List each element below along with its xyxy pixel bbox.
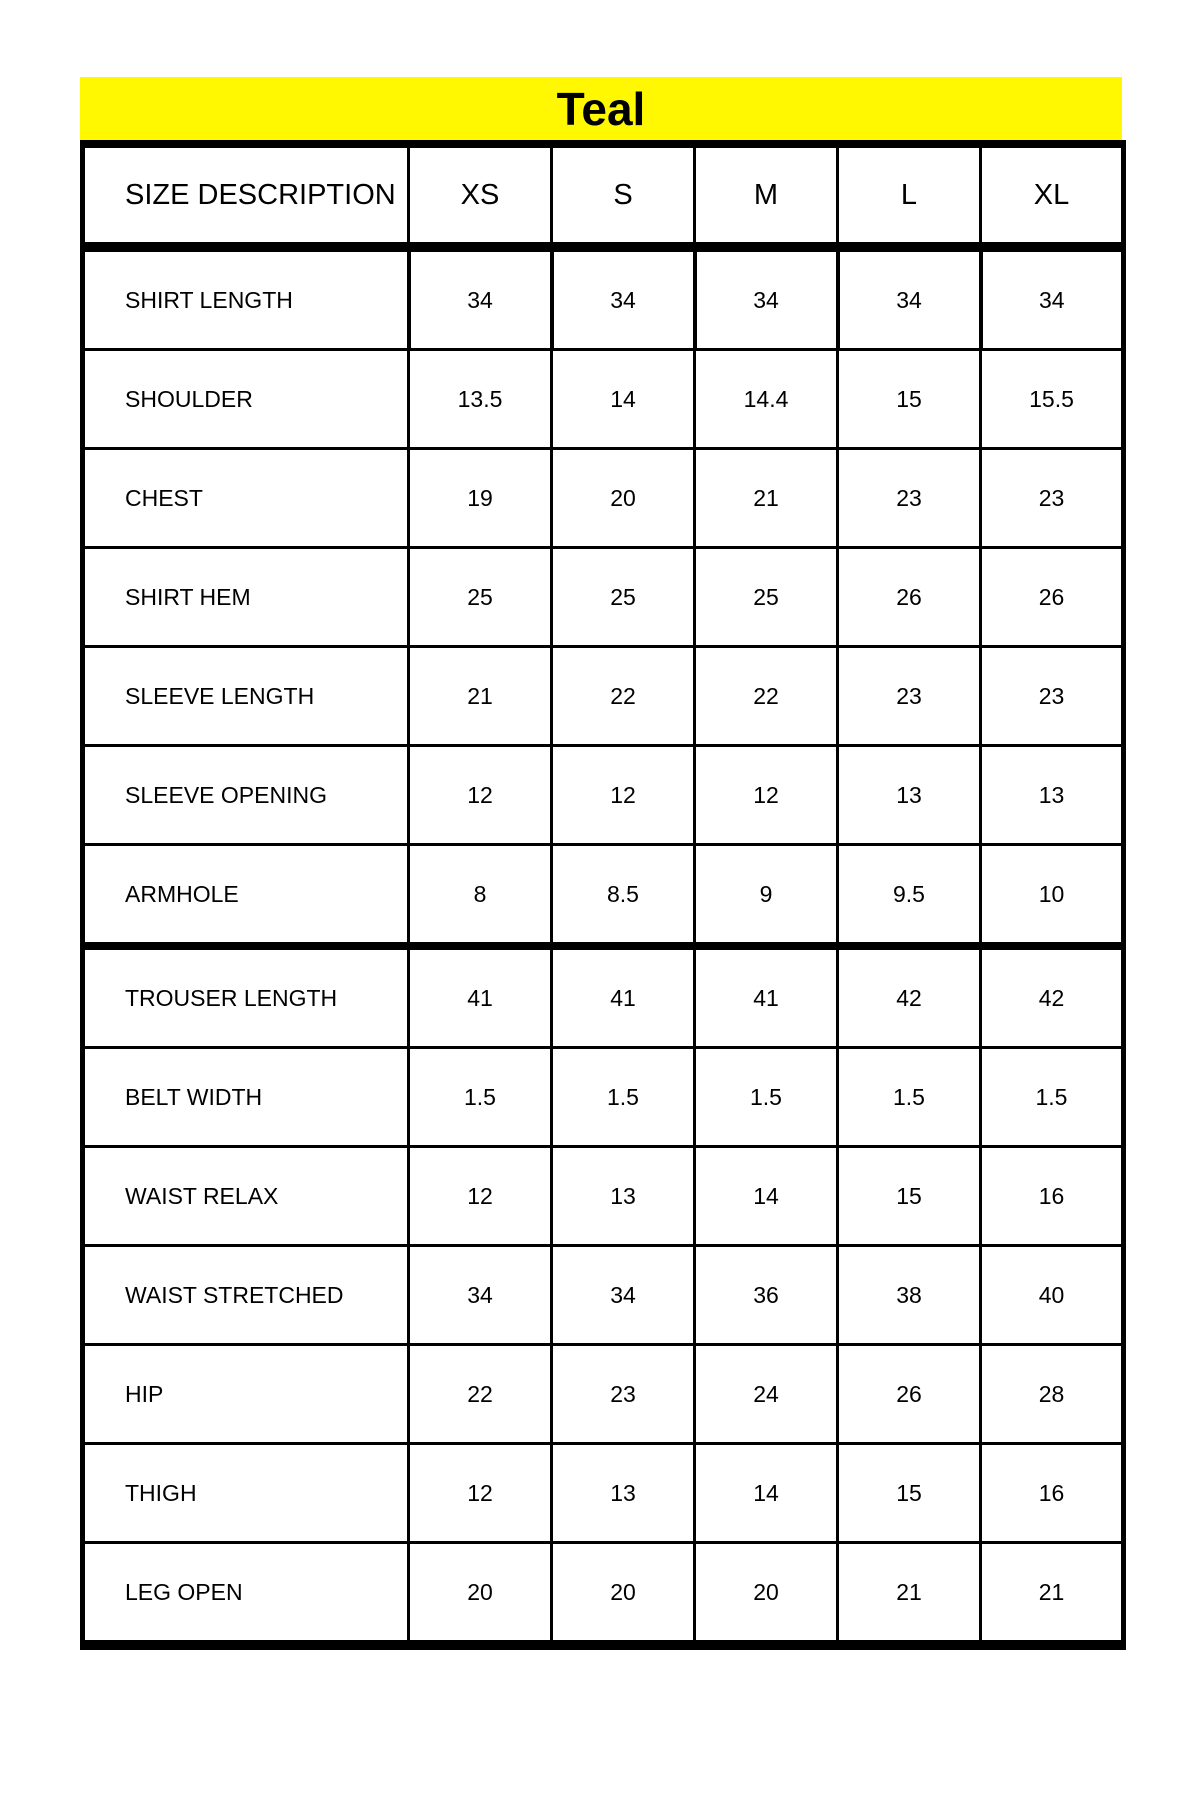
cell-xl: 10 [981,845,1124,947]
cell-xl: 23 [981,647,1124,746]
row-label: SLEEVE LENGTH [83,647,409,746]
table-row [83,845,1124,947]
cell-l: 15 [838,1147,981,1246]
row-label: THIGH [83,1444,409,1543]
column-header-s: S [552,144,695,247]
cell-m: 36 [695,1246,838,1345]
size-chart [80,77,1122,1650]
row-label: TROUSER LENGTH [83,946,409,1048]
cell-l: 13 [838,746,981,845]
cell-l: 42 [838,946,981,1048]
cell-xl: 28 [981,1345,1124,1444]
cell-xl: 40 [981,1246,1124,1345]
cell-xs: 22 [409,1345,552,1444]
cell-m: 25 [695,548,838,647]
cell-s: 12 [552,746,695,845]
cell-l: 1.5 [838,1048,981,1147]
cell-m: 1.5 [695,1048,838,1147]
cell-xl: 1.5 [981,1048,1124,1147]
cell-l: 15 [838,350,981,449]
row-label: WAIST STRETCHED [83,1246,409,1345]
column-header-size-description: SIZE DESCRIPTION [83,144,409,247]
cell-m: 22 [695,647,838,746]
cell-xl: 23 [981,449,1124,548]
cell-s: 20 [552,449,695,548]
table-row [83,1543,1124,1646]
cell-m: 14 [695,1444,838,1543]
cell-xl: 16 [981,1147,1124,1246]
cell-s: 25 [552,548,695,647]
cell-l: 23 [838,647,981,746]
cell-xl: 42 [981,946,1124,1048]
table-body [83,247,1124,1645]
cell-l: 26 [838,548,981,647]
header-row [83,144,1124,247]
row-label: SHIRT LENGTH [83,247,409,350]
cell-m: 41 [695,946,838,1048]
cell-s: 1.5 [552,1048,695,1147]
cell-m: 9 [695,845,838,947]
cell-m: 12 [695,746,838,845]
table-row [83,946,1124,1048]
cell-xl: 26 [981,548,1124,647]
table-row [83,647,1124,746]
row-label: BELT WIDTH [83,1048,409,1147]
cell-l: 26 [838,1345,981,1444]
cell-xs: 12 [409,746,552,845]
cell-xs: 41 [409,946,552,1048]
cell-s: 13 [552,1444,695,1543]
cell-xs: 20 [409,1543,552,1646]
cell-m: 20 [695,1543,838,1646]
column-header-xl: XL [981,144,1124,247]
cell-l: 34 [838,247,981,350]
table-row [83,1147,1124,1246]
row-label: HIP [83,1345,409,1444]
cell-s: 23 [552,1345,695,1444]
cell-s: 34 [552,247,695,350]
cell-xs: 12 [409,1444,552,1543]
cell-xl: 21 [981,1543,1124,1646]
cell-m: 21 [695,449,838,548]
table-row [83,247,1124,350]
cell-l: 38 [838,1246,981,1345]
row-label: SLEEVE OPENING [83,746,409,845]
cell-s: 41 [552,946,695,1048]
cell-xs: 12 [409,1147,552,1246]
cell-l: 21 [838,1543,981,1646]
cell-xl: 34 [981,247,1124,350]
column-header-l: L [838,144,981,247]
table-row [83,1048,1124,1147]
row-label: SHOULDER [83,350,409,449]
cell-m: 34 [695,247,838,350]
table-row [83,350,1124,449]
size-table [80,140,1126,1650]
cell-xs: 8 [409,845,552,947]
row-label: WAIST RELAX [83,1147,409,1246]
cell-s: 8.5 [552,845,695,947]
table-row [83,449,1124,548]
row-label: CHEST [83,449,409,548]
table-row [83,746,1124,845]
cell-xs: 13.5 [409,350,552,449]
cell-xl: 16 [981,1444,1124,1543]
cell-l: 15 [838,1444,981,1543]
cell-l: 23 [838,449,981,548]
cell-m: 14.4 [695,350,838,449]
cell-xs: 21 [409,647,552,746]
table-row [83,1444,1124,1543]
row-label: SHIRT HEM [83,548,409,647]
cell-xs: 25 [409,548,552,647]
table-row [83,548,1124,647]
column-header-xs: XS [409,144,552,247]
cell-m: 14 [695,1147,838,1246]
chart-title: Teal [80,77,1122,140]
cell-xl: 15.5 [981,350,1124,449]
cell-s: 14 [552,350,695,449]
cell-s: 13 [552,1147,695,1246]
cell-xl: 13 [981,746,1124,845]
cell-s: 20 [552,1543,695,1646]
column-header-m: M [695,144,838,247]
cell-xs: 34 [409,1246,552,1345]
cell-s: 34 [552,1246,695,1345]
table-row [83,1345,1124,1444]
row-label: LEG OPEN [83,1543,409,1646]
row-label: ARMHOLE [83,845,409,947]
table-row [83,1246,1124,1345]
cell-m: 24 [695,1345,838,1444]
cell-s: 22 [552,647,695,746]
cell-xs: 34 [409,247,552,350]
cell-xs: 1.5 [409,1048,552,1147]
cell-xs: 19 [409,449,552,548]
cell-l: 9.5 [838,845,981,947]
